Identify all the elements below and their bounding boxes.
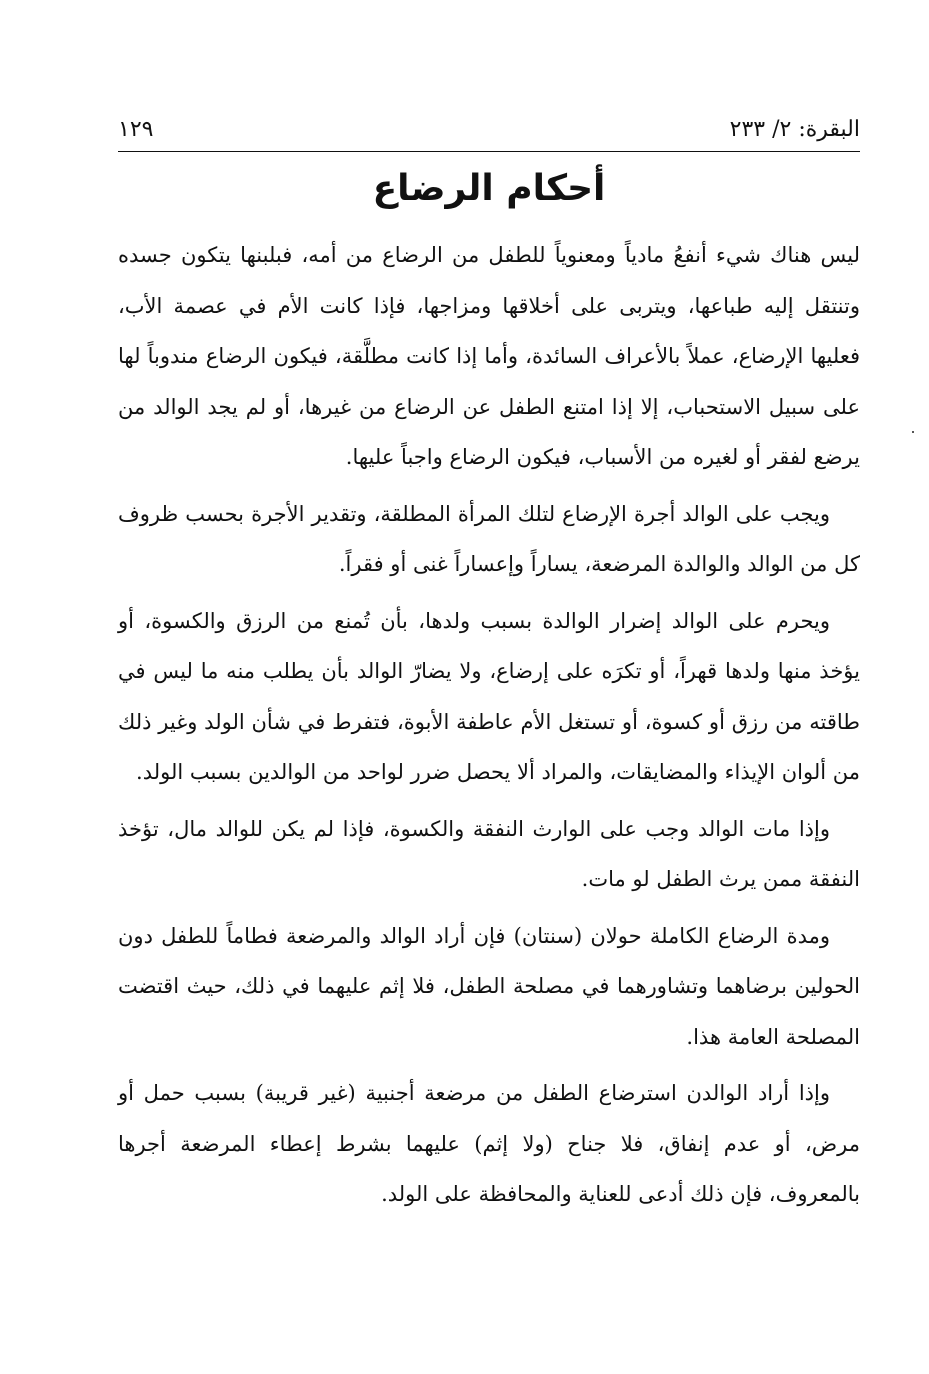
paragraph-2: ويجب على الوالد أجرة الإرضاع لتلك المرأة المطلقة، وتقدير الأجرة بحسب ظروف كل من الوالد والوالدة المرضعة، يساراً وإعساراً غنى أو فقراً.	[118, 501, 860, 576]
paragraph-6: وإذا أراد الوالدن استرضاع الطفل من مرضعة أجنبية (غير قريبة) بسبب حمل أو مرض، أو عدم إنفاق، فلا جناح (ولا إثم) عليهما بشرط إعطاء المرضعة أجرها بالمعروف، فإن ذلك أدعى للعناية والمحافظة على الولد.	[118, 1081, 860, 1206]
paragraph-3: ويحرم على الوالد إضرار الوالدة بسبب ولدها، بأن تُمنع من الرزق والكسوة، أو يؤخذ منها ولدها قهراً، أو تكرَه على إرضاع، ولا يضارّ الوالد بأن يطلب منه ما ليس في طاقته من رزق أو كسوة، أو تستغل الأم عاطفة الأبوة، فتفرط في شأن الولد وغير ذلك من ألوان الإيذاء والمضايقات، والمراد ألا يحصل ضرر لواحد من الوالدين بسبب الولد.	[118, 608, 860, 784]
scan-speck	[912, 431, 914, 433]
chapter-title: أحكام الرضاع	[372, 168, 606, 209]
paragraph-1: ليس هناك شيء أنفعُ مادياً ومعنوياً للطفل من الرضاع من أمه، فبلبنها يتكون جسده وتنتقل إليه طباعها، ويتربى على أخلاقها ومزاجها، فإذا كانت الأم في عصمة الأب، فعليها الإرضاع، عملاً بالأعراف السائدة، وأما إذا كانت مطلَّقة، فيكون الرضاع مندوباً لها على سبيل الاستحباب، إلا إذا امتنع الطفل عن الرضاع من غيرها، أو لم يجد الوالد من يرضع لفقر أو لغيره من الأسباب، فيكون الرضاع واجباً عليها.	[118, 243, 860, 469]
header-divider	[118, 151, 860, 152]
paragraph-4: وإذا مات الوالد وجب على الوارث النفقة والكسوة، فإذا لم يكن للوالد مال، تؤخذ النفقة ممن يرث الطفل لو مات.	[118, 816, 860, 891]
page-number: ١٢٩	[118, 117, 154, 142]
header-surah-reference: البقرة: ٢/ ٢٣٣	[729, 117, 860, 142]
running-header	[118, 112, 860, 148]
paragraph-5: ومدة الرضاع الكاملة حولان (سنتان) فإن أراد الوالد والمرضعة فطاماً للطفل دون الحولين برضاهما وتشاورهما في مصلحة الطفل، فلا إثم عليهما في ذلك، حيث اقتضت المصلحة العامة هذا.	[118, 923, 860, 1049]
body-text	[118, 230, 860, 1226]
